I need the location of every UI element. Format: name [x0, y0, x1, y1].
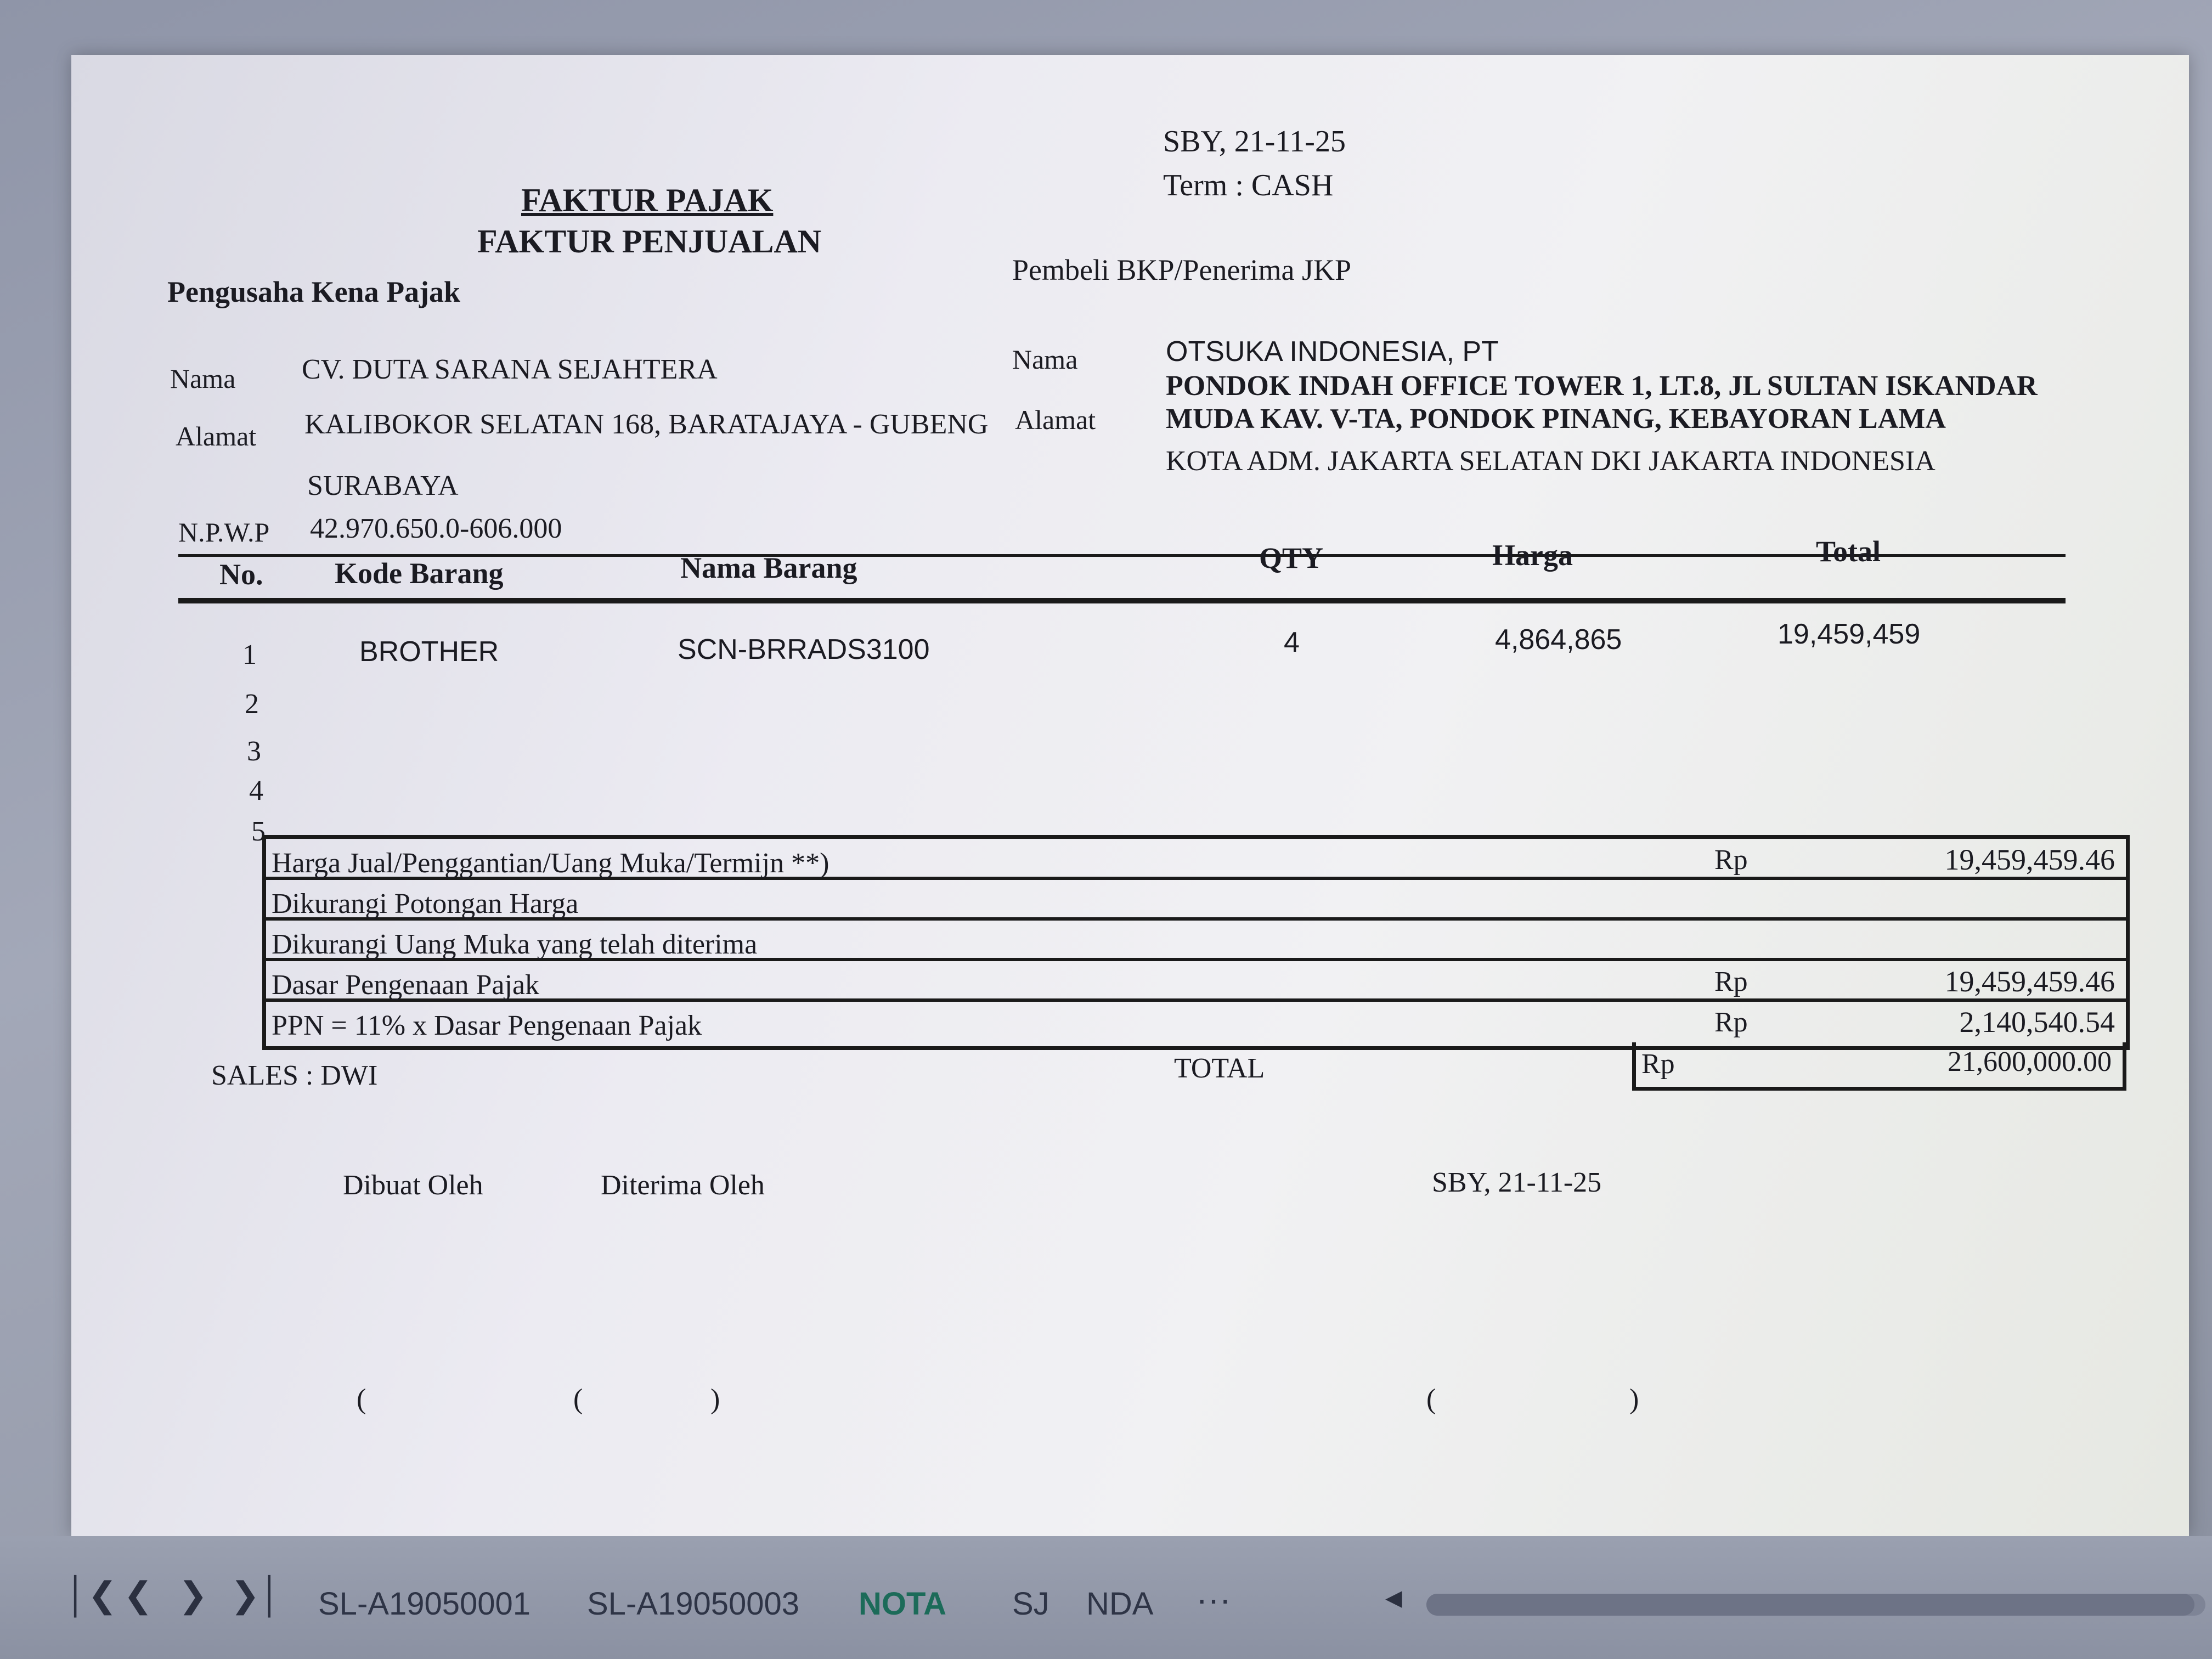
- row-no: 3: [247, 736, 261, 767]
- title-faktur-pajak: FAKTUR PAJAK: [521, 182, 774, 218]
- horizontal-scrollbar[interactable]: [1426, 1594, 2205, 1616]
- buyer-address-line1: PONDOK INDAH OFFICE TOWER 1, LT.8, JL SULTAN ISKANDAR: [1166, 370, 2038, 402]
- row-qty: 4: [1284, 627, 1300, 658]
- summary-currency: Rp: [1714, 966, 1748, 997]
- buyer-address-label: Alamat: [1015, 404, 1096, 435]
- summary-value: 19,459,459.46: [1944, 843, 2115, 876]
- npwp-value: 42.970.650.0-606.000: [310, 513, 562, 544]
- tab-nota[interactable]: NOTA: [859, 1586, 947, 1622]
- signature-paren-close: ): [1629, 1384, 1639, 1415]
- row-code: BROTHER: [359, 636, 499, 668]
- row-total: 19,459,459: [1778, 618, 1921, 650]
- received-by-label: Diterima Oleh: [601, 1170, 765, 1201]
- signature-paren-open: (: [573, 1384, 583, 1415]
- buyer-address-line3: KOTA ADM. JAKARTA SELATAN DKI JAKARTA INDONESIA: [1166, 445, 1936, 477]
- summary-label: PPN = 11% x Dasar Pengenaan Pajak: [272, 1010, 702, 1041]
- row-no: 4: [249, 775, 263, 806]
- row-name: SCN-BRRADS3100: [678, 634, 930, 665]
- tab-nda[interactable]: NDA: [1086, 1586, 1154, 1622]
- next-page-icon[interactable]: ❯: [178, 1575, 208, 1615]
- invoice-date: SBY, 21-11-25: [1163, 125, 1346, 159]
- row-no: 2: [245, 689, 259, 720]
- sheet-tab-bar: [0, 1536, 2212, 1659]
- summary-label: Harga Jual/Penggantian/Uang Muka/Termijn **): [272, 848, 830, 879]
- row-price: 4,864,865: [1495, 624, 1622, 656]
- invoice-sheet: [71, 55, 2189, 1536]
- summary-label: Dasar Pengenaan Pajak: [272, 969, 540, 1001]
- summary-currency: Rp: [1714, 844, 1748, 876]
- row-no: 5: [251, 816, 266, 847]
- signature-paren-open: (: [1426, 1384, 1436, 1415]
- title-faktur-penjualan: FAKTUR PENJUALAN: [477, 223, 822, 259]
- more-tabs-icon[interactable]: ···: [1196, 1579, 1231, 1619]
- tab-sj[interactable]: SJ: [1012, 1586, 1049, 1622]
- signature-date: SBY, 21-11-25: [1432, 1167, 1602, 1198]
- seller-address-label: Alamat: [176, 421, 257, 452]
- first-page-icon[interactable]: │❮: [66, 1575, 117, 1615]
- seller-address-line2: SURABAYA: [307, 470, 459, 501]
- sales-person: SALES : DWI: [211, 1060, 378, 1091]
- scroll-left-icon[interactable]: ◀: [1385, 1586, 1402, 1610]
- buyer-heading: Pembeli BKP/Penerima JKP: [1012, 253, 1351, 286]
- summary-row: [266, 880, 2126, 921]
- summary-label: Dikurangi Uang Muka yang telah diterima: [272, 929, 758, 960]
- col-header-price: Harga: [1492, 539, 1573, 572]
- total-label: TOTAL: [1174, 1053, 1265, 1084]
- summary-row: [266, 1002, 2126, 1042]
- made-by-label: Dibuat Oleh: [343, 1170, 483, 1201]
- payment-term: Term : CASH: [1163, 168, 1334, 202]
- scrollbar-thumb[interactable]: [1426, 1594, 2194, 1616]
- previous-page-icon[interactable]: ❮: [123, 1575, 153, 1615]
- buyer-name-label: Nama: [1012, 344, 1078, 375]
- summary-currency: Rp: [1714, 1007, 1748, 1038]
- buyer-address-line2: MUDA KAV. V-TA, PONDOK PINANG, KEBAYORAN LAMA: [1166, 403, 1946, 435]
- signature-paren-close: ): [710, 1384, 720, 1415]
- table-header-rule: [178, 598, 2066, 603]
- summary-value: 2,140,540.54: [1959, 1006, 2115, 1039]
- total-currency: Rp: [1641, 1048, 1675, 1080]
- buyer-name: OTSUKA INDONESIA, PT: [1166, 336, 1499, 368]
- seller-heading: Pengusaha Kena Pajak: [167, 275, 461, 308]
- signature-paren-open: (: [357, 1384, 366, 1415]
- last-page-icon[interactable]: ❯│: [230, 1575, 282, 1615]
- total-box: [1632, 1042, 2126, 1091]
- summary-value: 19,459,459.46: [1944, 965, 2115, 998]
- summary-row: [266, 921, 2126, 961]
- total-value: 21,600,000.00: [1948, 1046, 2112, 1077]
- seller-address-line1: KALIBOKOR SELATAN 168, BARATAJAYA - GUBENG: [304, 409, 989, 440]
- summary-row: [266, 839, 2126, 880]
- col-header-qty: QTY: [1259, 541, 1324, 574]
- npwp-label: N.P.W.P: [178, 517, 270, 548]
- summary-row: [266, 961, 2126, 1002]
- seller-name-label: Nama: [170, 363, 236, 394]
- col-header-total: Total: [1816, 535, 1881, 568]
- seller-name: CV. DUTA SARANA SEJAHTERA: [302, 354, 718, 385]
- summary-label: Dikurangi Potongan Harga: [272, 888, 579, 919]
- col-header-no: No.: [219, 558, 263, 591]
- row-no: 1: [242, 639, 257, 670]
- col-header-code: Kode Barang: [335, 557, 504, 590]
- col-header-name: Nama Barang: [680, 551, 857, 584]
- tab-sl-a19050003[interactable]: SL-A19050003: [587, 1586, 799, 1622]
- tab-sl-a19050001[interactable]: SL-A19050001: [318, 1586, 531, 1622]
